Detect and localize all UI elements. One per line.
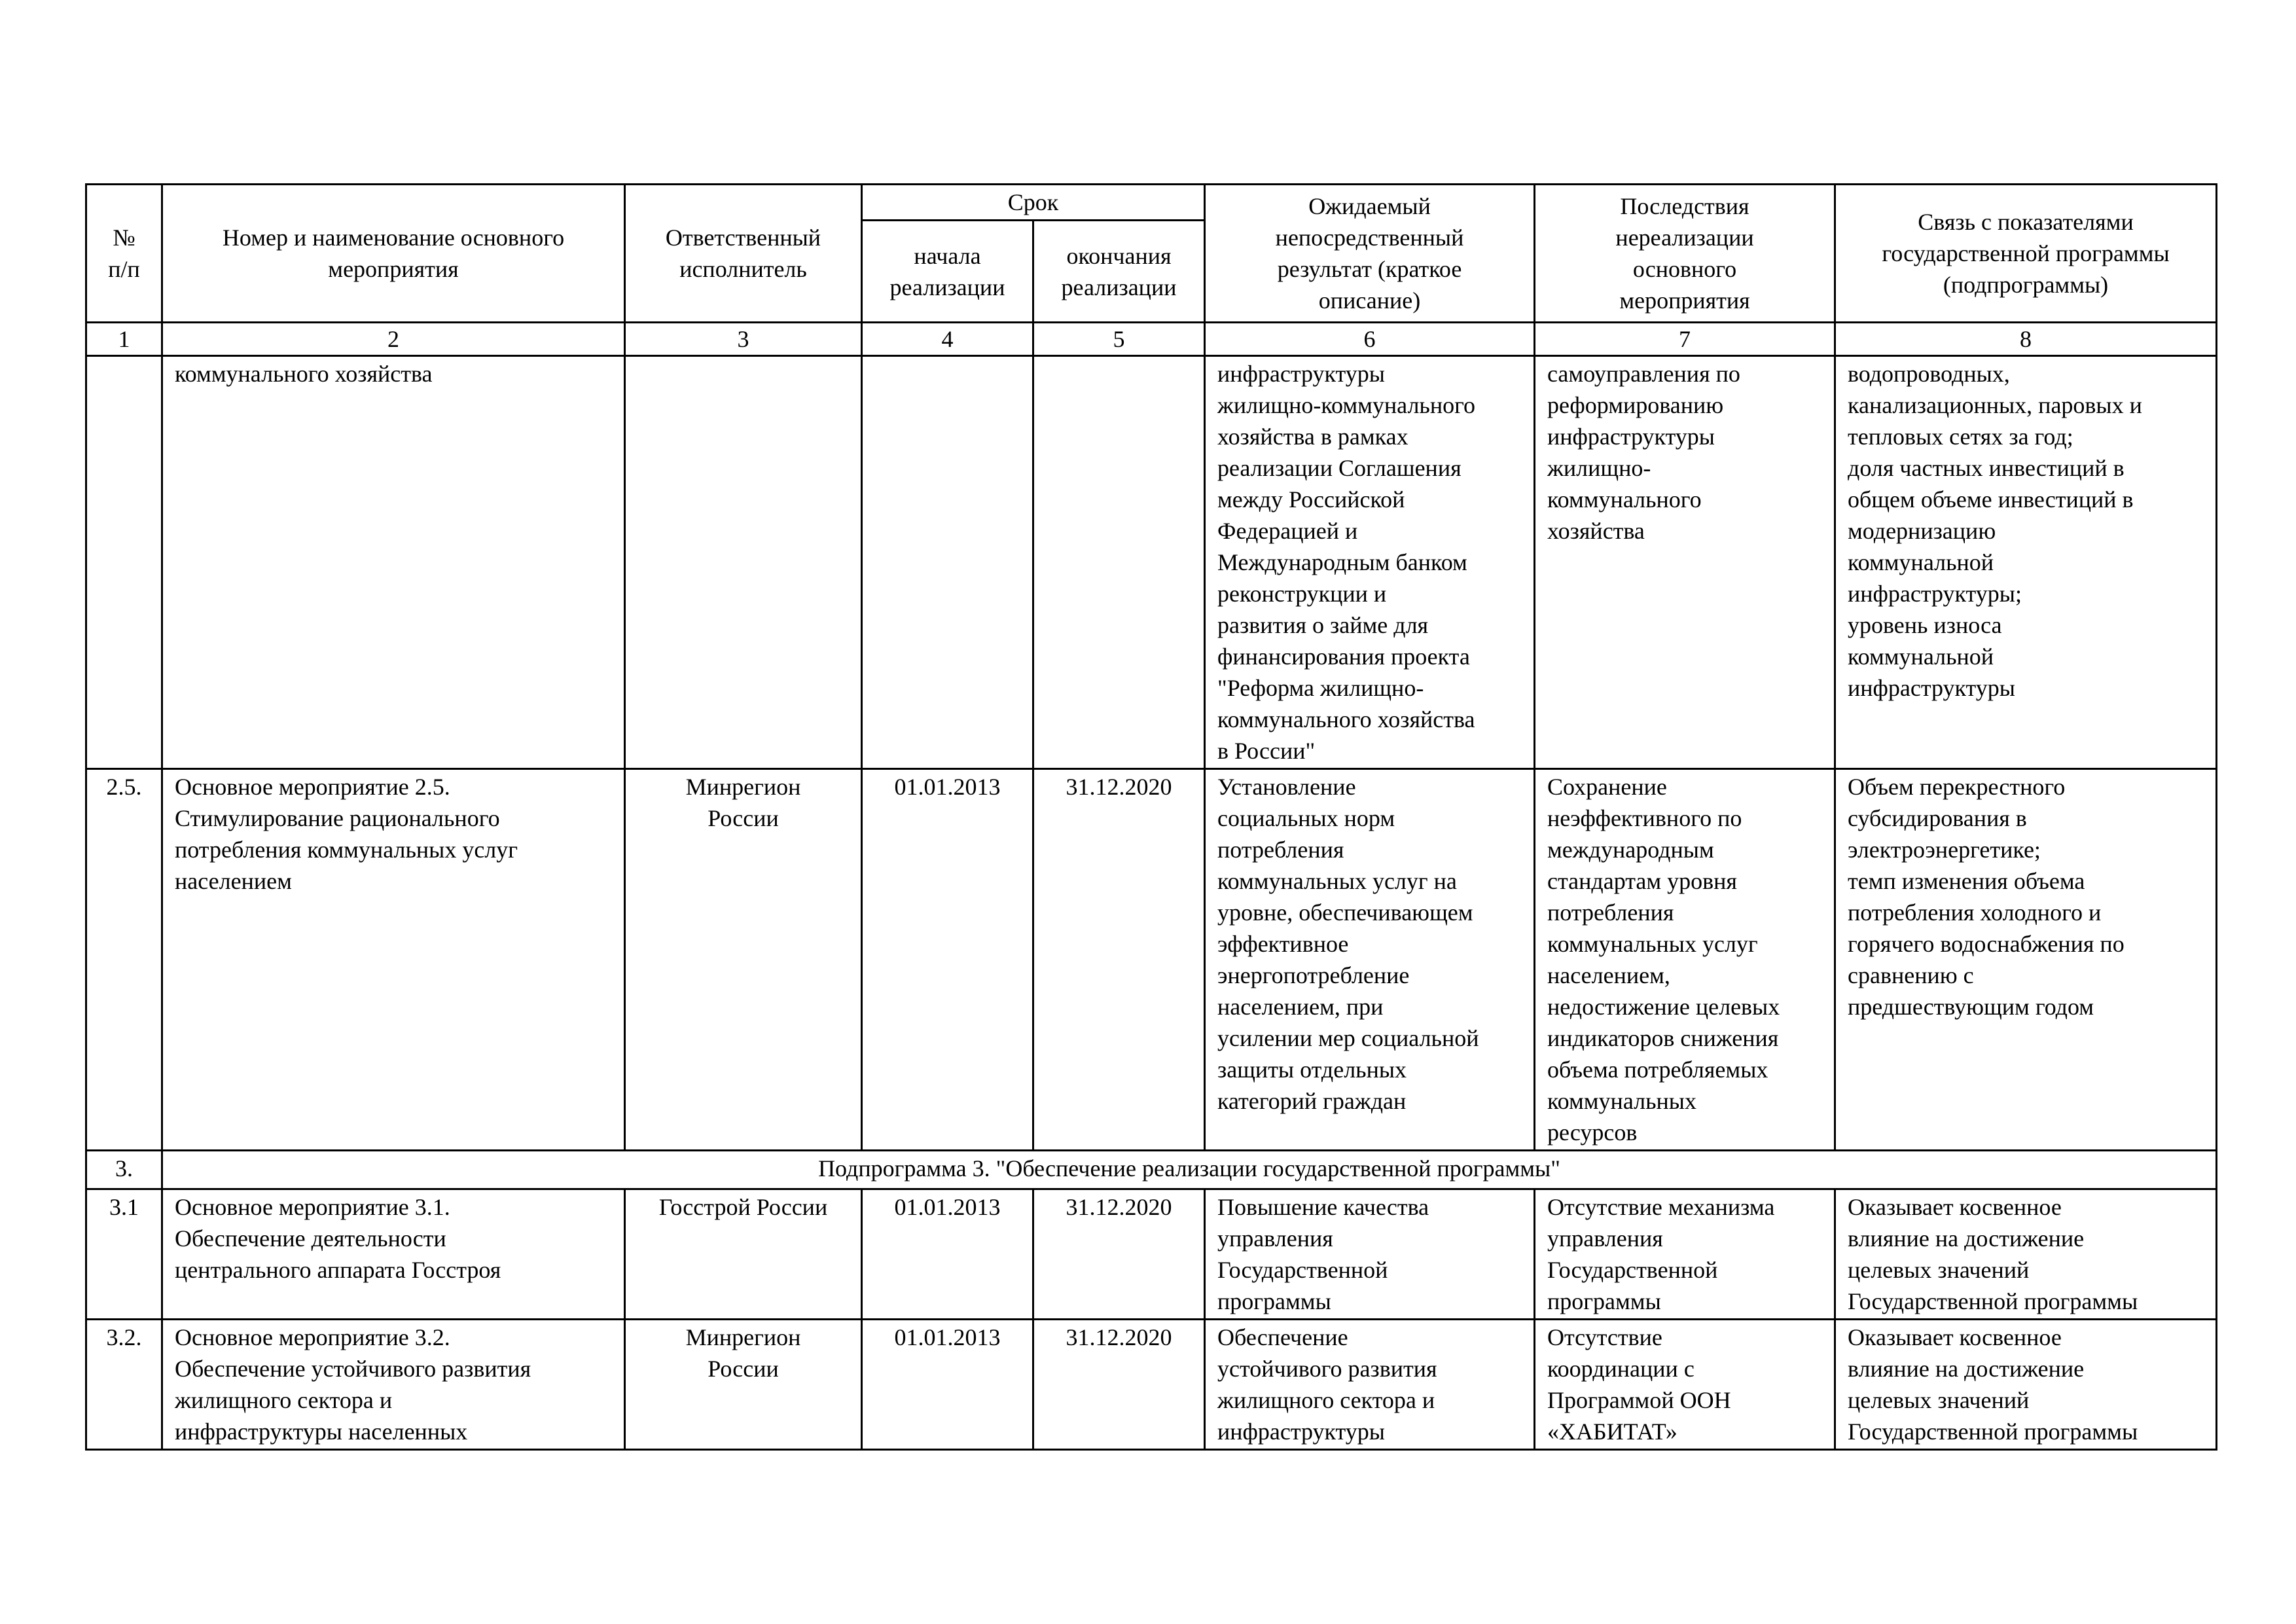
row-num: 3.: [86, 1151, 162, 1189]
row-end: 31.12.2020: [1033, 769, 1205, 1151]
row-result: Обеспечение устойчивого развития жилищного сектора и инфраструктуры: [1205, 1320, 1535, 1450]
row-responsible: Минрегион России: [625, 1320, 862, 1450]
row-link: Оказывает косвенное влияние на достижение целевых значений Государственной программы: [1835, 1320, 2217, 1450]
table-row: [86, 356, 2217, 769]
column-number: 1: [86, 323, 162, 356]
row-name: Основное мероприятие 3.2. Обеспечение устойчивого развития жилищного сектора и инфраструктуры населенных: [162, 1320, 625, 1450]
table-row: [86, 769, 2217, 1151]
row-num: 3.1: [86, 1189, 162, 1320]
row-consequences: Отсутствие координации с Программой ООН «ХАБИТАТ»: [1535, 1320, 1835, 1450]
row-link: Оказывает косвенное влияние на достижение целевых значений Государственной программы: [1835, 1189, 2217, 1320]
header-num: № п/п: [86, 185, 162, 323]
row-name: коммунального хозяйства: [162, 356, 625, 769]
column-number: 7: [1535, 323, 1835, 356]
row-num: 3.2.: [86, 1320, 162, 1450]
row-name: Основное мероприятие 3.1. Обеспечение деятельности центрального аппарата Госстроя: [162, 1189, 625, 1320]
row-consequences: Сохранение неэффективного по международным стандартам уровня потребления коммунальных услуг населением, недостижение целевых индикаторов снижения объема потребляемых коммунальных ресурсов: [1535, 769, 1835, 1151]
table-row: [86, 1320, 2217, 1450]
row-name: Основное мероприятие 2.5. Стимулирование рационального потребления коммунальных услуг населением: [162, 769, 625, 1151]
header-result: Ожидаемый непосредственный результат (краткое описание): [1205, 185, 1535, 323]
header-row-main: [86, 185, 2217, 221]
header-responsible: Ответственный исполнитель: [625, 185, 862, 323]
subprogram-title: Подпрограмма 3. "Обеспечение реализации государственной программы": [162, 1151, 2217, 1189]
column-number: 4: [862, 323, 1033, 356]
header-end: окончания реализации: [1033, 221, 1205, 323]
row-end: 31.12.2020: [1033, 1320, 1205, 1450]
column-number: 2: [162, 323, 625, 356]
header-link: Связь с показателями государственной программы (подпрограммы): [1835, 185, 2217, 323]
row-link: водопроводных, канализационных, паровых и тепловых сетях за год; доля частных инвестиций в общем объеме инвестиций в модернизацию коммунальной инфраструктуры; уровень износа коммунальной инфраструктуры: [1835, 356, 2217, 769]
column-number: 6: [1205, 323, 1535, 356]
table-row: [86, 1189, 2217, 1320]
row-start: [862, 356, 1033, 769]
row-end: 31.12.2020: [1033, 1189, 1205, 1320]
row-link: Объем перекрестного субсидирования в электроэнергетике; темп изменения объема потребления холодного и горячего водоснабжения по сравнению с предшествующим годом: [1835, 769, 2217, 1151]
row-responsible: Госстрой России: [625, 1189, 862, 1320]
row-consequences: Отсутствие механизма управления Государственной программы: [1535, 1189, 1835, 1320]
row-start: 01.01.2013: [862, 1189, 1033, 1320]
row-responsible: [625, 356, 862, 769]
row-result: Повышение качества управления Государственной программы: [1205, 1189, 1535, 1320]
column-number: 3: [625, 323, 862, 356]
column-numbers-row: [86, 323, 2217, 356]
row-result: Установление социальных норм потребления коммунальных услуг на уровне, обеспечивающем эффективное энергопотребление населением, при усилении мер социальной защиты отдельных категорий граждан: [1205, 769, 1535, 1151]
header-start: начала реализации: [862, 221, 1033, 323]
row-result: инфраструктуры жилищно-коммунального хозяйства в рамках реализации Соглашения между Российской Федерацией и Международным банком реконструкции и развития о займе для финансирования проекта "Реформа жилищно- коммунального хозяйства в России": [1205, 356, 1535, 769]
column-number: 8: [1835, 323, 2217, 356]
row-responsible: Минрегион России: [625, 769, 862, 1151]
column-number: 5: [1033, 323, 1205, 356]
row-num: 2.5.: [86, 769, 162, 1151]
row-start: 01.01.2013: [862, 769, 1033, 1151]
row-end: [1033, 356, 1205, 769]
row-start: 01.01.2013: [862, 1320, 1033, 1450]
header-name: Номер и наименование основного мероприятия: [162, 185, 625, 323]
subprogram-row: [86, 1151, 2217, 1189]
header-consequences: Последствия нереализации основного мероприятия: [1535, 185, 1835, 323]
row-consequences: самоуправления по реформированию инфраструктуры жилищно- коммунального хозяйства: [1535, 356, 1835, 769]
header-term: Срок: [862, 185, 1205, 221]
row-num: [86, 356, 162, 769]
measures-table: [85, 183, 2217, 1451]
